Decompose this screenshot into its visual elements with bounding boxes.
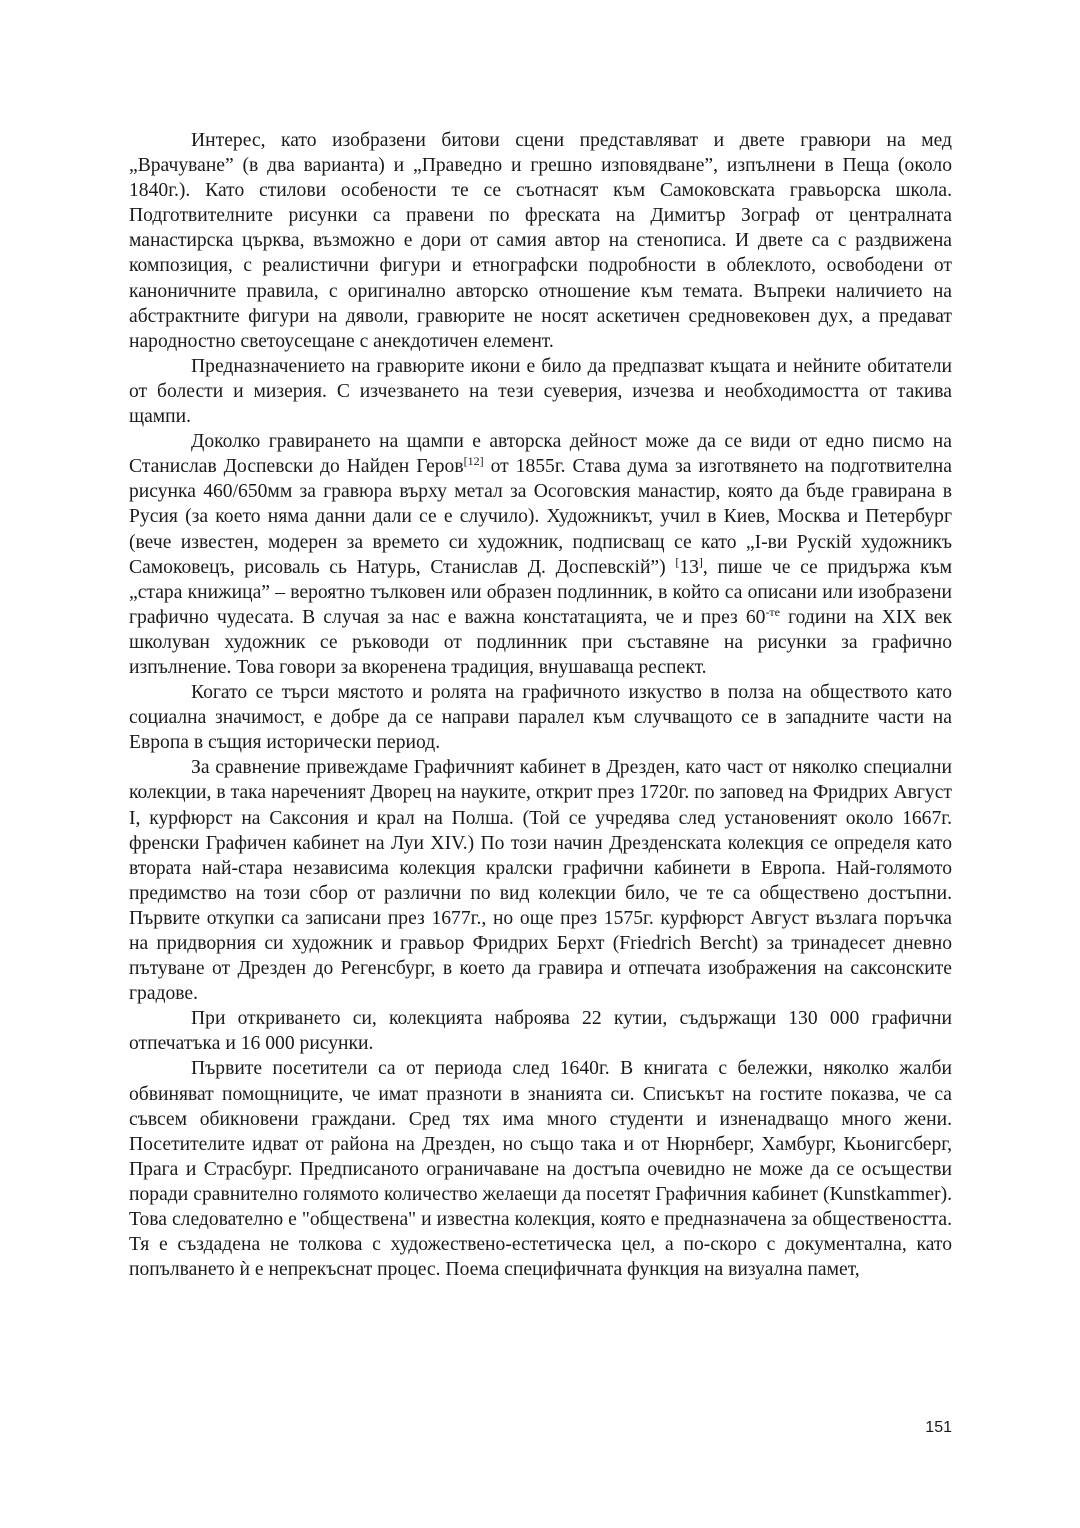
footnote-bracket: ]	[698, 554, 703, 569]
footnote-ref-number: 13	[679, 556, 699, 578]
footnote-bracket: [	[675, 554, 680, 569]
paragraph-text: години на XIX век школуван художник се ръководи от подлинник при съставяне на рисунки за графично изпълнение. Това говори за вкоренена традиция, внушаваща респект.	[129, 606, 952, 678]
paragraph: Първите посетители са от периода след 1640г. В книгата с бележки, няколко жалби обвиняват помощниците, че имат празноти в знанията си. Списъкът на гостите показва, че са съвсем обикновени граждани. Сред тях има много студенти и изненадващо много жени. Посетителите идват от района на Дрезден, но също така и от Нюрнберг, Хамбург, Кьонигсберг, Прага и Страсбург. Предписаното ограничаване на достъпа очевидно не може да се осъществи поради сравнително голямото количество желаещи да посетят Графичния кабинет (Kunstkammer). Това следователно е "обществена" и известна колекция, която е предназначена за обществеността. Тя е създадена не толкова с художествено-естетическа цел, а по-скоро с документална, като попълването ѝ е непрекъснат процес. Поема специфичната функция на визуална памет,	[129, 1058, 952, 1281]
footnote-ref: [12]	[463, 454, 484, 469]
paragraph: Предназначението на гравюрите икони е било да предпазват къщата и нейните обитатели от болести и мизерия. С изчезването на тези суеверия, изчезва и необходимостта от такива щампи.	[129, 355, 952, 428]
paragraph: Интерес, като изобразени битови сцени представляват и двете гравюри на мед „Врачуване” (в два варианта) и „Праведно и грешно изповядване”, изпълнени в Пеща (около 1840г.). Като стилови особености те се съотнасят към Самоковската гравьорска школа. Подготвителните рисунки са правени по фреската на Димитър Зограф от централната манастирска църква, възможно е дори от самия автор на стенописа. И двете са с раздвижена композиция, с реалистични фигури и етнографски подробности в облеклото, освободени от каноничните правила, с оригинално авторско отношение към темата. Въпреки наличието на абстрактните фигури на дяволи, гравюрите не носят аскетичен средновековен дух, а предават народностно светоусещане с анекдотичен елемент.	[129, 130, 952, 352]
paragraph-text: , пише че се придържа към „стара книжица” – вероятно тълковен или образен подлинник, в който са описани или изобразени графично чудесата. В случая за нас е важна констатацията, че и през 60	[129, 556, 952, 628]
body-text	[129, 128, 952, 1282]
paragraph: Когато се търси мястото и ролята на графичното изкуство в полза на обществото като социална значимост, е добре да се направи паралел към случващото се в западните части на Европа в същия исторически период.	[129, 682, 952, 754]
paragraph: При откриването си, колекцията наброява 22 кутии, съдържащи 130 000 графични отпечатъка и 16 000 рисунки.	[129, 1008, 952, 1055]
paragraph: За сравнение привеждаме Графичният кабинет в Дрезден, като част от няколко специални колекции, в така нареченият Дворец на науките, открит през 1720г. по заповед на Фридрих Август I, курфюрст на Саксония и крал на Полша. (Той се учредява след установеният около 1667г. френски Графичен кабинет на Луи XIV.) По този начин Дрезденската колекция се определя като втората най-стара независима колекция кралски графични кабинети в Европа. Най-голямото предимство на този сбор от различни по вид колекции било, че те са обществено достъпни. Първите откупки са записани през 1677г., но още през 1575г. курфюрст Август възлага поръчка на придворния си художник и гравьор Фридрих Берхт (Friedrich Bercht) за тринадесет дневно пътуване от Дрезден до Регенсбург, в което да гравира и отпечата изображения на саксонските градове.	[129, 757, 952, 1005]
superscript-suffix: -те	[765, 604, 781, 619]
paragraph-text: от 1855г. Става дума за изготвянето на подготвителна рисунка 460/650мм за гравюра върху метал за Осоговския манастир, която да бъде гравирана в Русия (за което няма данни дали се е случило). Художникът, учил в Киев, Москва и Петербург (вече известен, модерен за времето си художник, подписващ се като „I-ви Рускій художникъ Самоковецъ, рисоваль сь Натурь, Станислав Д. Доспевскій”)	[129, 456, 952, 578]
paragraph-text: Доколко гравирането на щампи е авторска дейност може да се види от едно писмо на Станислав Доспевски до Найден Геров	[129, 431, 952, 478]
page-number: 151	[925, 1419, 952, 1436]
paragraph	[129, 429, 952, 680]
